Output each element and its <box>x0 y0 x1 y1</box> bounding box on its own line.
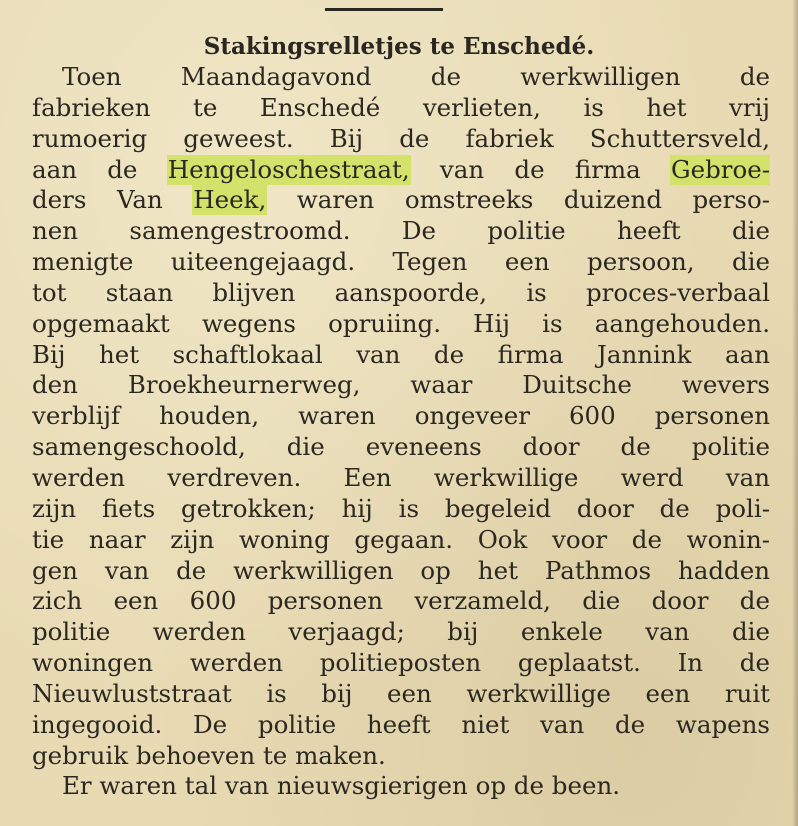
line-text: Nieuwluststraat is bij een werkwillige een ruit <box>32 678 770 708</box>
article-line <box>32 741 770 772</box>
line-text: ingegooid. De politie heeft niet van de wapens <box>32 709 770 739</box>
article-line <box>32 556 770 587</box>
article-line <box>32 648 770 679</box>
article-line <box>32 617 770 648</box>
line-text: gen van de werkwilligen op het Pathmos hadden <box>32 555 770 585</box>
line-text: tie naar zijn woning gegaan. Ook voor de wonin- <box>32 524 770 554</box>
article-line <box>32 525 770 556</box>
article-line <box>32 494 770 525</box>
line-text: waren omstreeks duizend perso- <box>266 185 770 215</box>
article-line <box>32 216 770 247</box>
line-text: menigte uiteengejaagd. Tegen een persoon, die <box>32 247 770 277</box>
section-divider-rule <box>325 8 443 11</box>
line-text: zich een 600 personen verzameld, die door de <box>32 586 770 616</box>
article-line <box>32 124 770 155</box>
article-line <box>32 679 770 710</box>
article-line <box>32 771 770 802</box>
article-line <box>32 309 770 340</box>
line-text: politie werden verjaagd; bij enkele van die <box>32 617 770 647</box>
line-text: samengeschoold, die eveneens door de politie <box>32 432 770 462</box>
line-text: ders Van <box>32 185 194 215</box>
line-text: fabrieken te Enschedé verlieten, is het vrij <box>32 92 770 122</box>
article-line <box>32 185 770 216</box>
article-line <box>32 278 770 309</box>
line-text: Bij het schaftlokaal van de firma Jannink aan <box>32 339 770 369</box>
article-line <box>32 247 770 278</box>
page-edge-shadow <box>792 0 798 826</box>
line-text: gebruik behoeven te maken. <box>32 740 386 770</box>
line-text: tot staan blijven aanspoorde, is proces-verbaal <box>32 277 770 307</box>
line-text: Er waren tal van nieuwsgierigen op de been. <box>62 771 621 801</box>
article-line <box>32 401 770 432</box>
article-line <box>32 340 770 371</box>
line-text: nen samengestroomd. De politie heeft die <box>32 216 770 246</box>
highlighted-term: Gebroe- <box>671 154 770 184</box>
line-text: den Broekheurnerweg, waar Duitsche wevers <box>32 370 770 400</box>
article-body <box>32 62 770 802</box>
line-text: zijn fiets getrokken; hij is begeleid door de poli- <box>32 493 770 523</box>
line-text: rumoerig geweest. Bij de fabriek Schuttersveld, <box>32 123 770 153</box>
line-text: Toen Maandagavond de werkwilligen de <box>62 62 770 91</box>
line-text: van de firma <box>409 154 671 184</box>
line-text: aan de <box>32 154 168 184</box>
line-text: woningen werden politieposten geplaatst. In de <box>32 648 770 678</box>
article-line <box>32 432 770 463</box>
article-line <box>32 370 770 401</box>
highlighted-term: Heek, <box>193 185 267 215</box>
line-text: opgemaakt wegens opruiing. Hij is aangehouden. <box>32 308 770 338</box>
highlighted-term: Hengeloschestraat, <box>167 154 410 184</box>
article-line <box>32 463 770 494</box>
article-line <box>32 586 770 617</box>
article-line <box>32 62 770 93</box>
line-text: werden verdreven. Een werkwillige werd van <box>32 462 770 492</box>
article-line <box>32 710 770 741</box>
line-text: verblijf houden, waren ongeveer 600 personen <box>32 401 770 431</box>
article-line <box>32 155 770 186</box>
article-line <box>32 93 770 124</box>
article-headline: Stakingsrelletjes te Enschedé. <box>203 33 595 60</box>
cut-off-previous-text <box>0 0 798 8</box>
